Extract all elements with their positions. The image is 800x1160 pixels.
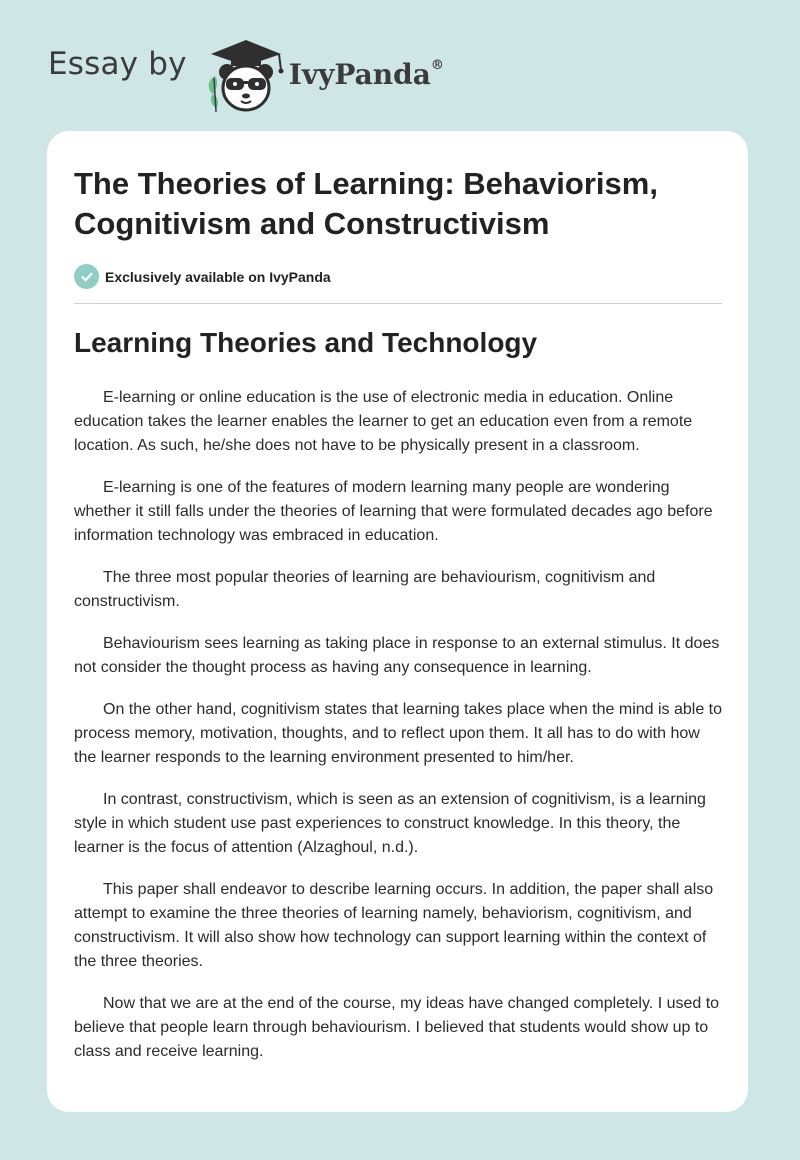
title-divider [74,303,722,304]
paragraph: Now that we are at the end of the course, my ideas have changed completely. I used to believe that people learn through behaviourism. I believed that students would show up to class and receive learning. [74,995,720,1060]
article-title: The Theories of Learning: Behaviorism, Cognitivism and Constructivism [74,166,658,241]
paragraph: E-learning is one of the features of modern learning many people are wondering whether it still falls under the theories of learning that were formulated decades ago before information technology was embraced in education. [74,479,713,544]
article-body [74,386,724,1082]
ivy-leaf-icon [208,76,217,112]
site-header [48,30,444,110]
check-circle-icon [74,264,99,289]
exclusive-badge [74,264,331,289]
brand-name[interactable] [289,58,444,91]
section-heading: Learning Theories and Technology [74,327,538,358]
paragraph: Behaviourism sees learning as taking place in response to an external stimulus. It does not consider the thought process as having any consequence in learning. [74,635,720,676]
paragraph: On the other hand, cognitivism states that learning takes place when the mind is able to process memory, motivation, thoughts, and to reflect upon them. It all has to do with how the learner responds to the learning environment presented to him/her. [74,701,723,766]
article-card [47,131,748,1112]
paragraph: E-learning or online education is the use of electronic media in education. Online education takes the learner enables the learner to get an education even from a remote location. As such, he/she does not have to be physically present in a classroom. [74,389,693,454]
essay-by-label: Essay by [48,46,187,82]
brand-text: IvyPanda [288,57,431,91]
paragraph: The three most popular theories of learning are behaviourism, cognitivism and constructivism. [74,569,656,610]
paragraph: In contrast, constructivism, which is seen as an extension of cognitivism, is a learning style in which student use past experiences to construct knowledge. In this theory, the learner is the focus of attention (Alzaghoul, n.d.). [74,791,706,856]
exclusive-badge-label: Exclusively available on IvyPanda [105,268,331,285]
paragraph: This paper shall endeavor to describe learning occurs. In addition, the paper shall also attempt to examine the three theories of learning namely, behaviorism, cognitivism, and constructivism. It will also show how technology can support learning within the context of the three theories. [74,881,714,970]
registered-mark: ® [430,58,444,74]
panda-graduate-icon[interactable] [201,36,291,116]
